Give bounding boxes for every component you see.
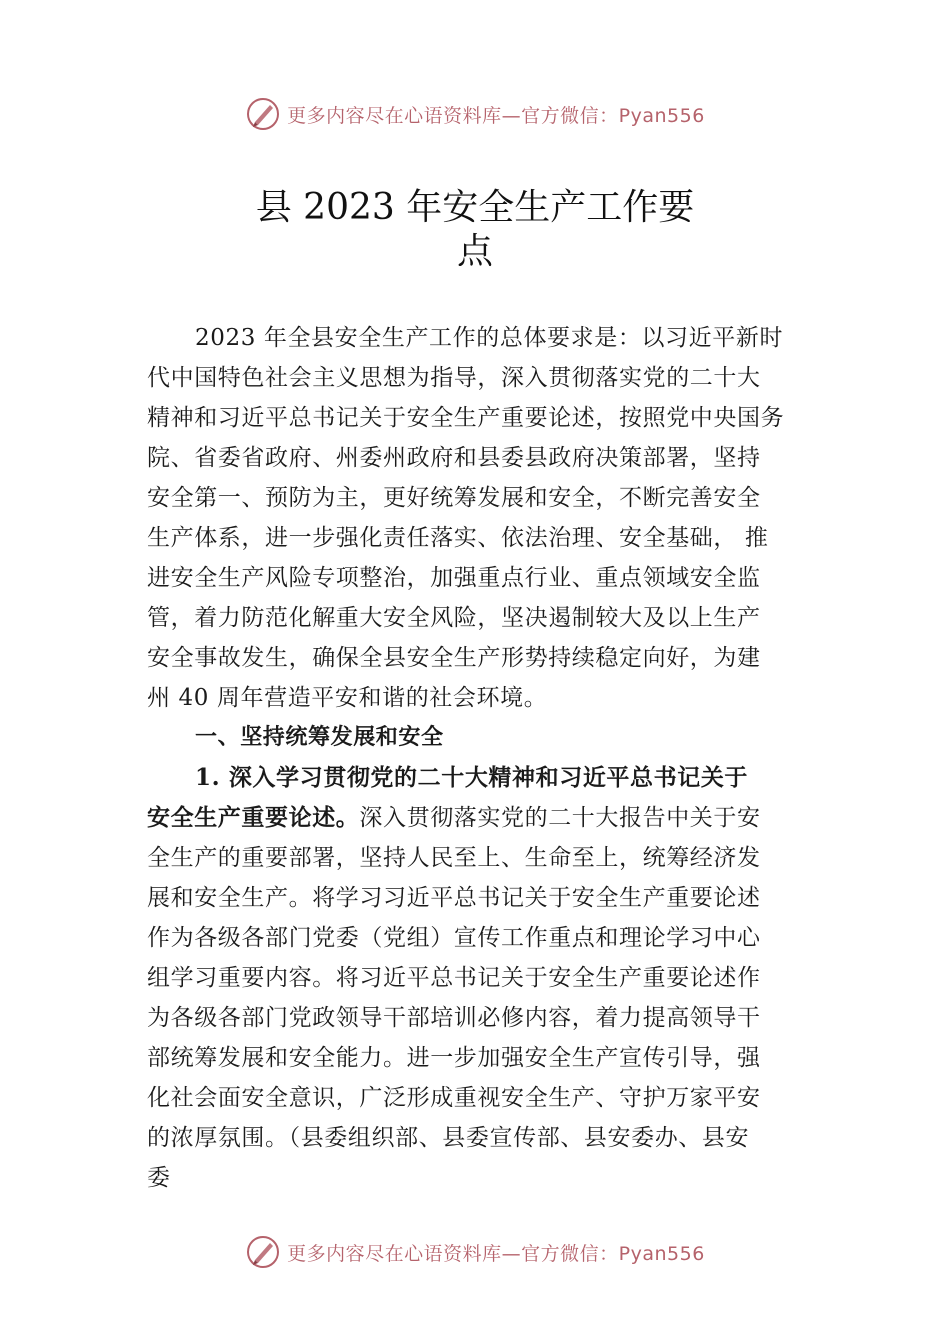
banner-text: 更多内容尽在心语资料库—官方微信：Pyan556: [287, 104, 705, 127]
item-1-title-end: 安全生产重要论述。: [147, 804, 360, 831]
pen-logo-icon: [245, 1234, 281, 1270]
item-1-line: 全生产的重要部署，坚持人民至上、生命至上，统筹经济发: [147, 845, 761, 871]
item-1-text: 深入贯彻落实党的二十大报告中关于安: [359, 805, 761, 831]
item-1-line: 化社会面安全意识，广泛形成重视安全生产、守护万家平安: [147, 1085, 761, 1111]
intro-line: 安全事故发生，确保全县安全生产形势持续稳定向好，为建: [147, 645, 761, 671]
header-banner: [0, 92, 950, 136]
document-title-line-1: 县 2023 年安全生产工作要: [255, 187, 695, 228]
item-1-line: 委: [147, 1165, 171, 1191]
intro-line: 管，着力防范化解重大安全风险，坚决遏制较大及以上生产: [147, 605, 761, 631]
intro-line: 精神和习近平总书记关于安全生产重要论述，按照党中央国务: [147, 405, 785, 431]
item-1-line: 部统筹发展和安全能力。进一步加强安全生产宣传引导，强: [147, 1045, 761, 1071]
item-1-line: 作为各级各部门党委（党组）宣传工作重点和理论学习中心: [147, 925, 761, 951]
intro-line: 州 40 周年营造平安和谐的社会环境。: [147, 685, 548, 711]
section-heading: 一、坚持统筹发展和安全: [195, 725, 444, 750]
item-1-line: [147, 798, 819, 838]
banner-text: 更多内容尽在心语资料库—官方微信：Pyan556: [287, 1242, 705, 1265]
item-1-title: 1. 深入学习贯彻党的二十大精神和习近平总书记关于: [195, 764, 749, 791]
pen-logo-icon: [245, 96, 281, 132]
item-1-line: 的浓厚氛围。（县委组织部、县委宣传部、县安委办、县安: [147, 1125, 750, 1151]
item-1-line: 为各级各部门党政领导干部培训必修内容，着力提高领导干: [147, 1005, 761, 1031]
intro-line: 进安全生产风险专项整治，加强重点行业、重点领域安全监: [147, 565, 761, 591]
item-1-line: 组学习重要内容。将习近平总书记关于安全生产重要论述作: [147, 965, 761, 991]
document-title-line-2: 点: [456, 231, 493, 272]
intro-line: 代中国特色社会主义思想为指导，深入贯彻落实党的二十大: [147, 365, 761, 391]
footer-banner: [0, 1230, 950, 1274]
intro-line: 安全第一、预防为主，更好统筹发展和安全，不断完善安全: [147, 485, 761, 511]
item-1-line: 展和安全生产。将学习习近平总书记关于安全生产重要论述: [147, 885, 761, 911]
intro-line: 生产体系，进一步强化责任落实、依法治理、安全基础， 推: [147, 525, 769, 551]
document-body: [147, 318, 819, 1198]
intro-line: 院、省委省政府、州委州政府和县委县政府决策部署，坚持: [147, 445, 761, 471]
intro-line: 2023 年全县安全生产工作的总体要求是：以习近平新时: [195, 325, 784, 351]
